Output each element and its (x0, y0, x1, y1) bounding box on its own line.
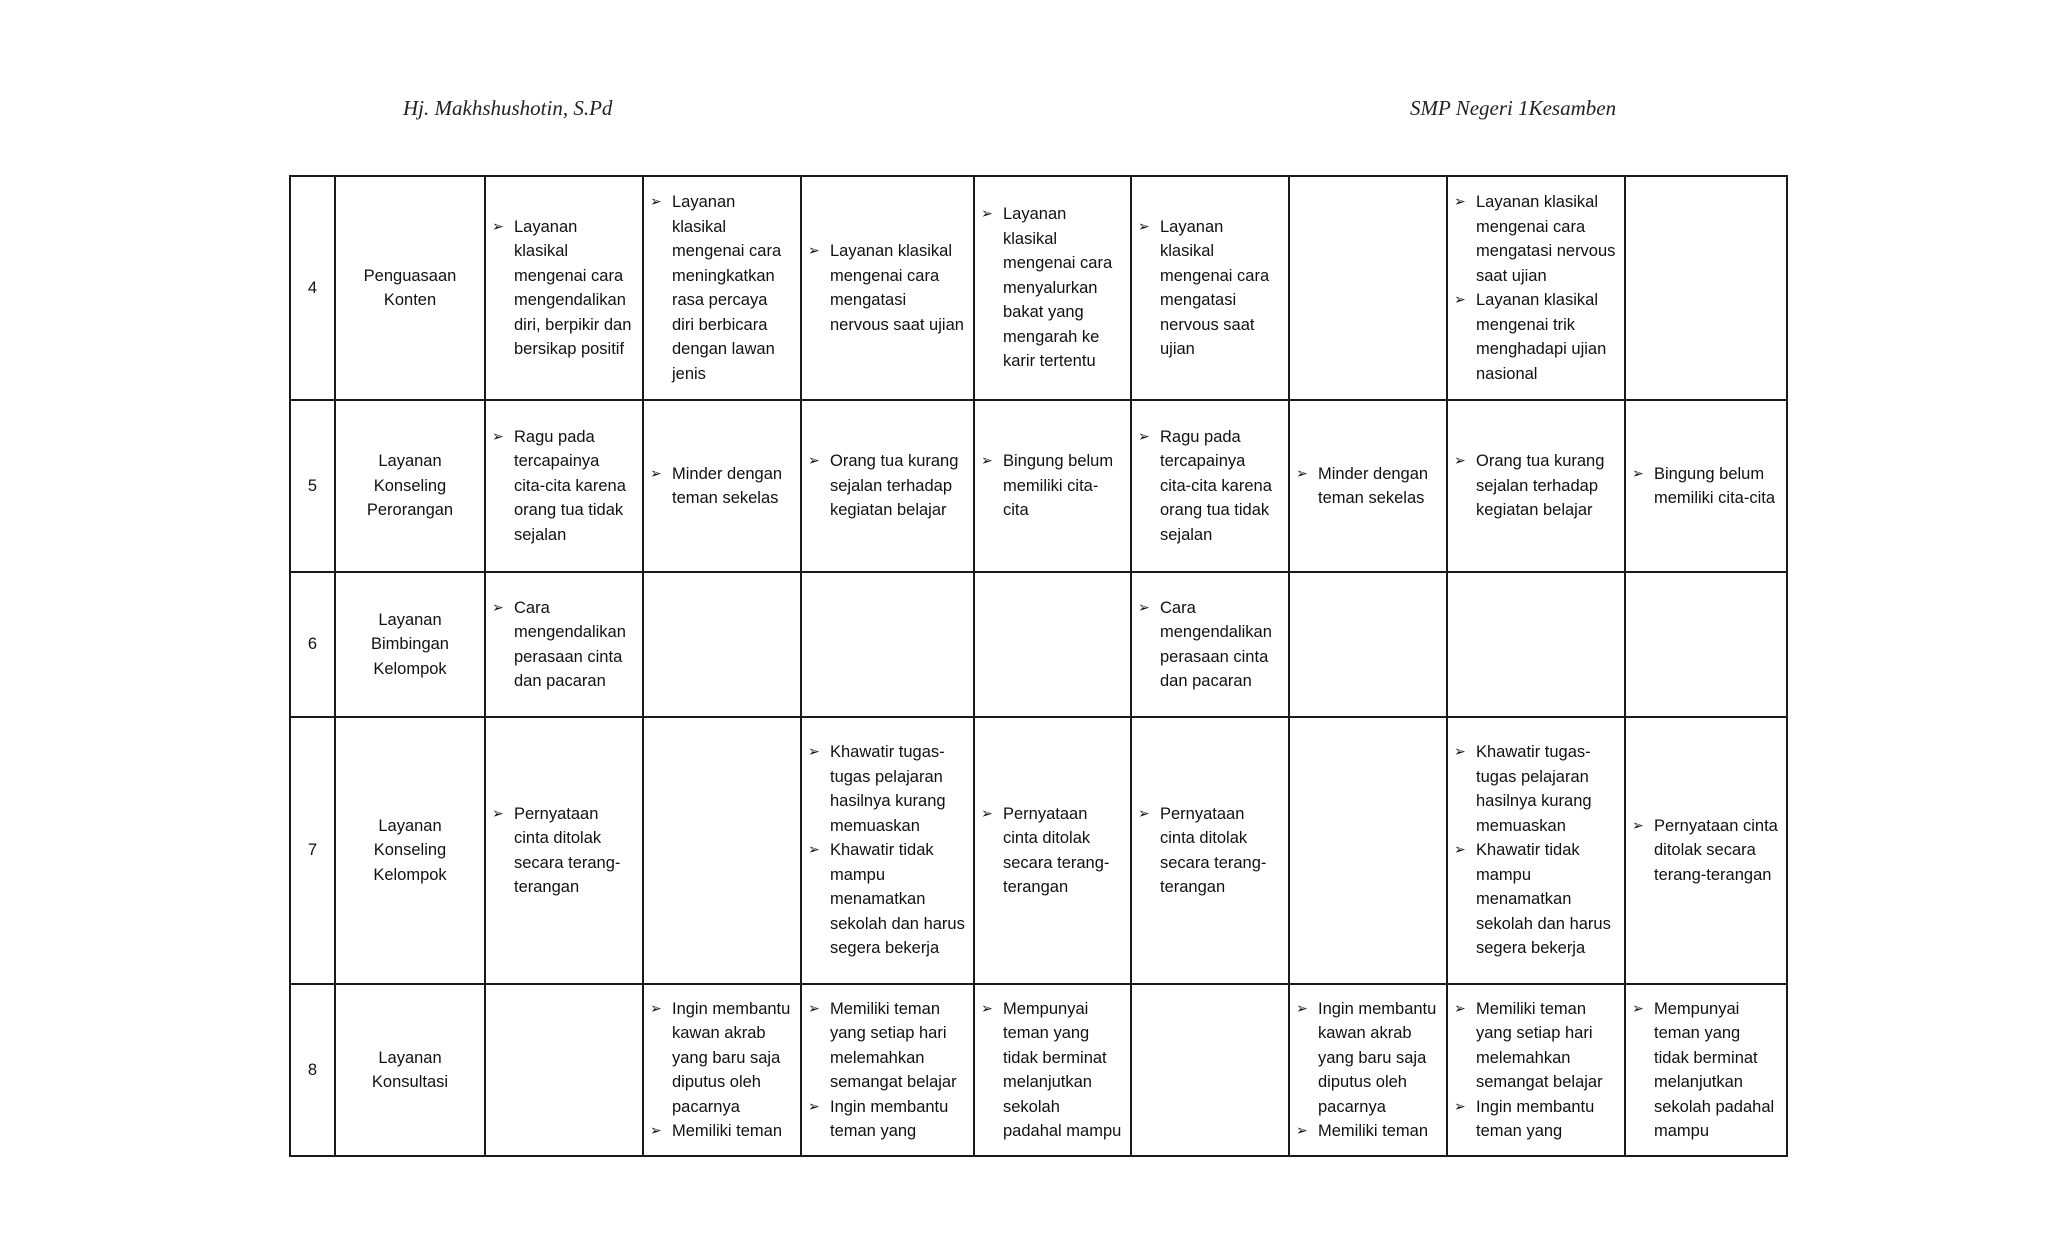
layanan-type (335, 176, 485, 400)
topic-list (1626, 462, 1786, 511)
topic-list (975, 449, 1130, 523)
layanan-type-label: Layanan Konsultasi (371, 1048, 449, 1091)
table-body (290, 176, 1787, 1156)
topic-list (486, 802, 642, 900)
topic-list (802, 449, 973, 523)
topic-item: ➢ Minder dengan teman sekelas (1318, 462, 1438, 511)
topic-list (802, 997, 973, 1144)
topic-list (1448, 449, 1624, 523)
topic-list (1132, 802, 1288, 900)
topic-cell (1289, 717, 1447, 984)
topic-cell (643, 176, 801, 400)
topic-item: ➢ Pernyataan cinta ditolak secara terang-terangan (1003, 802, 1122, 900)
topic-cell (1447, 984, 1625, 1156)
topic-item: ➢ Ragu pada tercapainya cita-cita karena orang tua tidak sejalan (1160, 425, 1280, 548)
table-row (290, 717, 1787, 984)
topic-item: ➢ Pernyataan cinta ditolak secara terang-terangan (1160, 802, 1280, 900)
topic-cell (1625, 717, 1787, 984)
topic-cell (974, 176, 1131, 400)
header-school: SMP Negeri 1Kesamben (1410, 96, 1617, 120)
topic-item: ➢ Ingin membantu kawan akrab yang baru saja diputus oleh pacarnya (672, 997, 792, 1120)
topic-list (1290, 997, 1446, 1144)
topic-cell (485, 984, 643, 1156)
topic-cell (1625, 572, 1787, 717)
topic-item: ➢ Cara mengendalikan perasaan cinta dan pacaran (1160, 596, 1280, 694)
topic-list (644, 190, 800, 386)
topic-item: ➢ Layanan klasikal mengenai cara mengatasi nervous saat ujian (1160, 215, 1280, 362)
topic-item: ➢ Khawatir tidak mampu menamatkan sekolah dan harus segera bekerja (830, 838, 965, 961)
topic-cell (643, 984, 801, 1156)
topic-item: ➢ Layanan klasikal mengenai cara meningkatkan rasa percaya diri berbicara dengan lawan jenis (672, 190, 792, 386)
topic-cell (801, 572, 974, 717)
layanan-type-label: Layanan Konseling Kelompok (373, 816, 447, 884)
table-row (290, 176, 1787, 400)
topic-list (1626, 997, 1786, 1144)
topic-item: ➢ Bingung belum memiliki cita-cita (1003, 449, 1122, 523)
topic-cell (974, 984, 1131, 1156)
topic-item: ➢ Pernyataan cinta ditolak secara terang-terangan (514, 802, 634, 900)
table-row (290, 400, 1787, 572)
row-number: 8 (290, 984, 335, 1156)
topic-cell (1289, 984, 1447, 1156)
topic-list (975, 997, 1130, 1144)
topic-item: ➢ Layanan klasikal mengenai trik menghadapi ujian nasional (1476, 288, 1616, 386)
topic-item: ➢ Khawatir tidak mampu menamatkan sekolah dan harus segera bekerja (1476, 838, 1616, 961)
topic-item: ➢ Layanan klasikal mengenai cara mengatasi nervous saat ujian (830, 239, 965, 337)
layanan-type-label: Penguasaan Konten (363, 266, 457, 309)
topic-item: ➢ Memiliki teman yang setiap hari melemahkan semangat belajar (830, 997, 965, 1095)
layanan-type-label: Layanan Bimbingan Kelompok (371, 610, 449, 678)
topic-list (802, 239, 973, 337)
topic-item: ➢ Ingin membantu teman yang (1476, 1095, 1616, 1144)
topic-cell (974, 717, 1131, 984)
topic-item: ➢ Pernyataan cinta ditolak secara terang-terangan (1654, 814, 1778, 888)
topic-cell (643, 717, 801, 984)
topic-item: ➢ Orang tua kurang sejalan terhadap kegiatan belajar (1476, 449, 1616, 523)
topic-cell (801, 400, 974, 572)
topic-item: ➢ Layanan klasikal mengenai cara mengatasi nervous saat ujian (1476, 190, 1616, 288)
table-row (290, 572, 1787, 717)
topic-list (1132, 425, 1288, 548)
topic-item: ➢ Memiliki teman (672, 1119, 792, 1144)
topic-item: ➢ Mempunyai teman yang tidak berminat melanjutkan sekolah padahal mampu (1003, 997, 1122, 1144)
topic-list (1448, 740, 1624, 961)
topic-item: ➢ Layanan klasikal mengenai cara menyalurkan bakat yang mengarah ke karir tertentu (1003, 202, 1122, 374)
topic-cell (485, 572, 643, 717)
topic-cell (974, 572, 1131, 717)
layanan-type (335, 400, 485, 572)
topic-list (644, 462, 800, 511)
topic-item: ➢ Ragu pada tercapainya cita-cita karena orang tua tidak sejalan (514, 425, 634, 548)
layanan-type (335, 717, 485, 984)
topic-list (975, 802, 1130, 900)
topic-cell (643, 572, 801, 717)
topic-item: ➢ Mempunyai teman yang tidak berminat melanjutkan sekolah padahal mampu (1654, 997, 1778, 1144)
row-number: 7 (290, 717, 335, 984)
row-number: 4 (290, 176, 335, 400)
topic-cell (1131, 984, 1289, 1156)
topic-cell (485, 717, 643, 984)
topic-list (1626, 814, 1786, 888)
topic-item: ➢ Ingin membantu kawan akrab yang baru saja diputus oleh pacarnya (1318, 997, 1438, 1120)
topic-cell (1131, 176, 1289, 400)
topic-cell (1289, 400, 1447, 572)
topic-cell (1625, 400, 1787, 572)
topic-cell (1447, 572, 1625, 717)
header-author: Hj. Makhshushotin, S.Pd (403, 96, 613, 120)
topic-cell (643, 400, 801, 572)
topic-list (486, 425, 642, 548)
topic-list (486, 215, 642, 362)
topic-item: ➢ Cara mengendalikan perasaan cinta dan pacaran (514, 596, 634, 694)
topic-cell (801, 984, 974, 1156)
topic-item: ➢ Memiliki teman (1318, 1119, 1438, 1144)
topic-cell (1131, 717, 1289, 984)
topic-cell (1447, 717, 1625, 984)
topic-list (975, 202, 1130, 374)
topic-item: ➢ Khawatir tugas-tugas pelajaran hasilnya kurang memuaskan (1476, 740, 1616, 838)
topic-list (1448, 997, 1624, 1144)
topic-list (802, 740, 973, 961)
layanan-type (335, 572, 485, 717)
topic-cell (485, 176, 643, 400)
layanan-type (335, 984, 485, 1156)
topic-cell (1289, 572, 1447, 717)
topic-cell (1447, 400, 1625, 572)
row-number: 5 (290, 400, 335, 572)
topic-item: ➢ Orang tua kurang sejalan terhadap kegiatan belajar (830, 449, 965, 523)
layanan-table (289, 175, 1788, 1157)
topic-cell (1289, 176, 1447, 400)
topic-list (486, 596, 642, 694)
topic-item: ➢ Layanan klasikal mengenai cara mengendalikan diri, berpikir dan bersikap positif (514, 215, 634, 362)
topic-cell (1131, 400, 1289, 572)
topic-list (1132, 215, 1288, 362)
topic-list (644, 997, 800, 1144)
topic-list (1132, 596, 1288, 694)
topic-item: ➢ Memiliki teman yang setiap hari melemahkan semangat belajar (1476, 997, 1616, 1095)
topic-list (1448, 190, 1624, 386)
topic-cell (801, 176, 974, 400)
layanan-type-label: Layanan Konseling Perorangan (366, 452, 454, 520)
topic-cell (1447, 176, 1625, 400)
topic-item: ➢ Minder dengan teman sekelas (672, 462, 792, 511)
topic-cell (1625, 984, 1787, 1156)
topic-cell (1625, 176, 1787, 400)
topic-cell (1131, 572, 1289, 717)
topic-item: ➢ Ingin membantu teman yang (830, 1095, 965, 1144)
topic-list (1290, 462, 1446, 511)
topic-item: ➢ Khawatir tugas-tugas pelajaran hasilnya kurang memuaskan (830, 740, 965, 838)
topic-cell (974, 400, 1131, 572)
row-number: 6 (290, 572, 335, 717)
topic-cell (801, 717, 974, 984)
topic-cell (485, 400, 643, 572)
table-row (290, 984, 1787, 1156)
topic-item: ➢ Bingung belum memiliki cita-cita (1654, 462, 1778, 511)
